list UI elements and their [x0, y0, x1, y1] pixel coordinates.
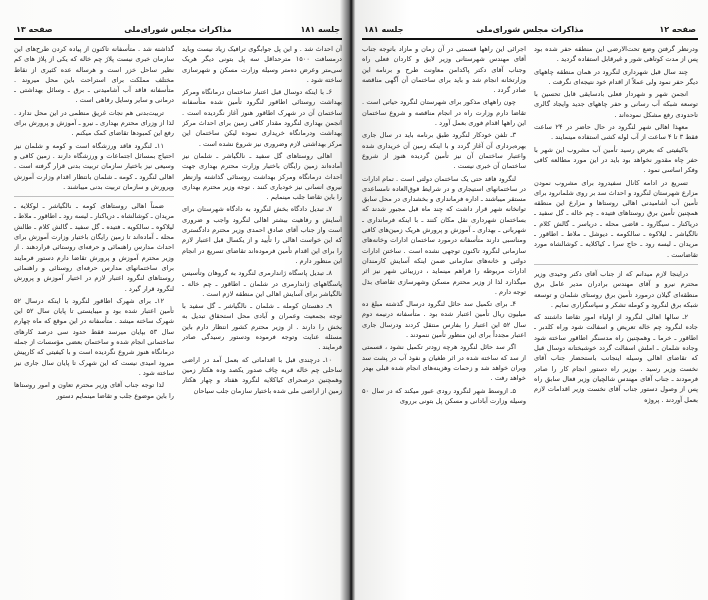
paragraph: اگر سد حائل لنگرود هرچه زودتر تکمیل نشود ، قسمتی از سد که ساخته شده در اثر طغیان و نفوذ آب در پشت سد ویران خواهد شد و زحمات وهزینه‌های انجام شده قبلی بهدر خواهد رفت .	[362, 343, 526, 383]
page-number: صفحه ۱۲	[659, 25, 696, 34]
paragraph: لنگرود فاقد حتی یک ساختمان دولتی است . تمام ادارات در ساختمانهای استیجاری و در شرایط فوق‌العاده نامساعدی مستقر میباشند ـ اداره فرمانداری و بخشداری در محل سابق توانخانه شهر قرار داشت که چند ماه قبل مجبور شدند که بساختمان شهرداری نقل مکان کنند ـ با اینکه فرمانداری ـ شهربانی ـ بهداری ـ آموزش و پرورش هریک زمین‌های کافی ومناسبی دارند متأسفانه درمورد ساختمان ادارات وخانه‌های سازمانی لنگرود تاکنون توجهی نشده است . ساختن ادارات دولتی و خانه‌های سازمانی ضمن اینکه آسایش کارمندان ادارات مربوطه را فراهم مینماید ، درزیبائی شهر نیز اثر میگذارد لذا از وزیر محترم مسکن وشهرسازی تقاضای بذل توجه دارم .	[362, 174, 526, 296]
paragraph: معهذا اهالی شهر لنگرود در حال حاضر در ۲۴ ساعت فقط ۳ تا ۴ ساعت از آب لوله کشی استفاده مینمایند .	[534, 123, 698, 142]
paragraph-item-8: ۸ـ تبدیل پاسگاه ژاندارمری لنگرود به گروهان وتأسیس پاسگاههای ژاندارمری در شلمان ـ اطاقور ـ چم خاله ـ نالگیاشر برای آسایش اهالی این منطقه لازم است .	[182, 269, 342, 298]
paragraph: گذاشته شد . متأسفانه تاکنون از پیاده کردن طرح‌های این سازمان خبری نیست پلاژ چم خاله که یکی از پلاژ های کم نظیر ساحل خزر است و هرساله عده کثیری از نقاط مختلف مملکت برای استراحت باین محل میروند . متأسفانه فاقد آب آشامیدنی ـ برق ـ وسائل بهداشتی ـ درمانی و سایر وسایل رفاهی است .	[14, 45, 174, 105]
paragraph: ودرنظر گرفتن وضع تحت‌الارضی این منطقه حفر شده بود پس از مدت کوتاهی شور و غیرقابل استفاده گردید .	[534, 45, 698, 64]
paragraph: تربیت‌بدنی هم نجات غریق منظمی در این محل ندارد . لذا از وزرای محترم بهداری ـ نیرو ـ آموزش و پرورش برای رفع این کمبودها تقاضای کمک میکنم .	[14, 108, 174, 138]
paragraph-item-6: ۶ـ با اینکه دوسال قبل اعتبار ساختمان درمانگاه ومرکز بهداشت روستائی اطاقور لنگرود تأمین شده متأسفانه ساختمان آن در شهرک اطاقور هنوز آغاز نگردیده است . انجمن بهداری لنگرود مقدار کافی زمین برای احداث مرکز بهداشت ودرمانگاه خریداری نموده لیکن ساختمان این مرکز بهداشتی لازم وضروری نیز شروع نشده است .	[182, 88, 342, 148]
paragraph-item-2: ۲ـ سالها اهالی لنگرود از اولیاء امور تقاضا داشتند که جاده لنگرود چم خاله تعریض و اسفالت شود وراه کلدبر ـ اطاقور ـ خرما ـ وهمچنین راه مدسنگر اطاقور ساخته شود وجاده شلمان ـ املش اسفالت گردد خوشبختانه دوسال قبل که تقاضای اهالی وسیله اینجانب باستحضار جناب آقای نخست وزیر رسید . بوزیر راه دستور انجام کار را صادر فرمودند ـ جناب آقای مهندس شالچیان وزیر فعال سابق راه پس از وصول دستور جناب آقای نخست وزیر اقدامات لازم بعمل آوردند . پروژه	[534, 313, 698, 404]
paragraph: چون راههای مذکور برای شهرستان لنگرود حیاتی است . تقاضا دارم وزارت راه در انجام مناقصه و شروع ساختمان این راهها اقدام فوری بعمل آورد .	[362, 98, 526, 128]
page-number: صفحه ۱۳	[16, 25, 53, 34]
left-page-left-column	[14, 44, 174, 594]
divider	[534, 264, 698, 265]
left-page-right-column	[182, 44, 342, 594]
paragraph-item-4: ۴ـ برای تکمیل سد حائل لنگرود درسال گذشته مبلغ ده میلیون ریال تأمین اعتبار شده بود . متأسفانه درنیمه دوم سال ۵۲ این اعتبار را بفارس منتقل کردند ودرسال جاری اعتبار مجدداً برای این منظور تأمین ننمودند .	[362, 300, 526, 340]
paragraph: آن احداث شد . و این پل جوابگوی ترافیک زیاد نیست وباید درمسافت ۱۵۰۰ مترحداقل سه پل بتونی دیگر هریک سی‌متر وعرض ده‌متر وسیله وزارت مسکن و شهرسازی ساخته شود .	[182, 45, 342, 84]
left-page	[14, 0, 342, 600]
paragraph: ضمناً اهالی روستاهای کومه ـ نالگیاشر ـ لوکلایه ـ مریدان ـ کوشالشاه ـ دریاکنار ـ لیسه رود ـ اطاقور ـ ملاط ـ لیلاکوه ـ سالکویه ـ فتیده ـ گل سفید ـ گالش کلام ـ طالش محله ـ آماده‌اند تا زمین رایگان باختیار وزارت آموزش برای احداث مدارس راهنمائی و حرفه‌ای روستائی قراردهند . از وزیر محترم آموزش و پرورش تقاضا دارم دستور فرمایند برای ساختمانهای مدارس حرفه‌ای روستائی و راهنمائی روستاهای لنگرود اعتبار لازم در اختیار آموزش و پرورش لنگرود قرار گیرد .	[14, 202, 174, 293]
paragraph: باکیفیتی که بعرض رسید تأمین آب مشروب این شهر با حفر چاه مقدور نخواهد بود باید در این مورد مطالعه کافی وفکر اساسی نمود .	[534, 145, 698, 175]
divider	[14, 196, 174, 197]
paragraph-item-7: ۷ـ تبدیل دادگاه بخش لنگرود به دادگاه شهرستان برای آسایش و رفاهیت بیشتر اهالی لنگرود واجب و ضروری است واز جناب آقای صادق احمدی وزیر محترم دادگستری که این خواست اهالی را تأیید و از یکسال قبل اعتبار لازم را برای این اقدام تأمین فرموده‌اند تقاضای تسریع در انجام این منظور دارم .	[182, 205, 342, 265]
paragraph-item-5: ۵ـ ازوسط شهر لنگرود رودی عبور میکند که در سال ۵۰ وسیله وزارت آبادانی و مسکن پل بتونی برروی	[362, 386, 526, 405]
document-title: مذاکرات مجلس شورای‌ملی	[476, 25, 584, 34]
paragraph: اهالی روستاهای گل سفید ـ نالگیاشر ـ شلمان نیز آماده‌اند زمین رایگان باختیار وزارت محترم بهداری جهت احداث درمانگاه ومرکز بهداشت روستائی گذاشته وازنظر نیروی انسانی نیز خودیاری کنند . توجه وزیر محترم بهداری را باین تقاضا جلب مینمایم .	[182, 151, 342, 202]
paragraph: اجرائی این راهها قسمتی در آن زمان و مازاد باتوجه جناب آقای مهندس شهرستانی وزیر لایق و کاردان فعلی راه وجناب آقای دکتر پاکدامن معاونت طرح و برنامه این وزارتخانه انجام شد و باید برای ساختمان آن آگهی مناقصه صادر گردد .	[362, 45, 526, 95]
paragraph: انجمن شهر و شهردار فعلی بادسایقی قابل تحسین با توسعه شبکه آب رسانی و حفر چاههای جدید وایجاد گالری تاحدودی رفع مشکل نموده‌اند .	[534, 90, 698, 119]
right-page-header	[362, 22, 698, 40]
session-number: جلسه ۱۸۱	[300, 25, 340, 34]
right-page-right-column	[534, 44, 698, 594]
paragraph: لذا توجه جناب آقای وزیر محترم تعاون و امور روستاها را باین موضوع جلب و تقاضا مینمایم دستور	[14, 381, 174, 400]
paragraph: چند سال قبل شهرداری لنگرود در همان منطقه چاههای دیگر حفر نمود ولی عملاً از اقدام خود نتیجه‌ای نگرفت .	[534, 67, 698, 86]
paragraph-item-12: ۱۲ـ برای شهرک اطاقور لنگرود با اینکه درسال ۵۲ تأمین اعتبار شده بود و میبایستی تا پایان سال ۵۲ این شهرک ساخته میشد . متأسفانه در این موقع که ماه چهارم سال ۵۳ بپایان میرسد فقط حدود سی درصد کارهای ساختمانی انجام شده و ساختمان بعضی مؤسسات از جمله درمانگاه هنوز شروع نگردیده است و با کیفیتی که کارپیش میرود امیدی نیست که این شهرک تا پایان سال جاری نیز ساخته شود .	[14, 296, 174, 377]
left-page-header	[14, 22, 342, 40]
paragraph-item-10: ۱۰ـ درچندی قبل با اقداماتی که بعمل آمد در اراضی ساحلی چم خاله قریه چاف صدور یکصد وده هکتار زمین وهمچنین درصحرای کیاکلایه لنگرود هفتاد و چهار هکتار زمین از اراضی ملی شده باختیار سازمان جلب سیاحان	[182, 355, 342, 395]
document-title: مذاکرات مجلس شورای‌ملی	[124, 25, 232, 34]
paragraph: دراینجا لازم میدانم که از جناب آقای دکتر وحیدی وزیر محترم نیرو و آقای مهندس برادران مدیر عامل برق منطقه‌ای گیلان درمورد تأمین برق روستای شلمان و توسعه شبکه برق لنگرود و کومله تشکر و سپاسگزاری نمایم .	[534, 269, 698, 309]
paragraph-item-11: ۱۱ـ لنگرود فاقد ورزشگاه است و کومه و شلمان نیز احتیاج بمسائل اجتماعات و ورزشگاه دارند . زمین کافی و وسیعی نیز باختیار سازمان تربیت بدنی قرار گرفته است . اهالی لنگرود ـ کومه ـ شلمان بانتظار اقدام وزارت آموزش وپرورش و سازمان تربیت بدنی میباشند .	[14, 141, 174, 191]
paragraph: تسریع در ادامه کانال سفیدرود برای مشروب نمودن مزارع شهرستان لنگرود و احداث سد بر روی شلمانرود برای تأمین آب آشامیدنی اهالی روستاها و مزارع این منطقه همچنین تأمین برق روستاهای فتیده ـ چم خاله ـ گل سفید ـ دریاکنار ـ سیگارود ـ قاضی محله ـ دریاسر ـ گالش کلام ـ نالگیاشر ـ لیلاکوه ـ سالکومه ـ دیوشل ـ ملاط ـ اطاقور ـ مریدان ـ لیسه رود ـ حاج سرا ـ کیاکلایه ـ کوشالشاه مورد تقاضاست .	[534, 178, 698, 259]
right-page	[362, 0, 698, 600]
right-page-left-column	[362, 44, 526, 594]
paragraph-item-9: ۹ـ دهستان کومله ـ شلمان ـ نالگیاشر ـ گل سفید با توجه بجمعیت وعمران و آبادی محل استحقاق تبدیل به بخش را دارند . از وزیر محترم کشور انتظار دارم باین مسئله عنایت وتوجه فرموده ودستور رسیدگی صادر فرمایند .	[182, 302, 342, 352]
session-number: جلسه ۱۸۱	[364, 25, 404, 34]
paragraph-item-3: ۳ـ تلفن خودکار لنگرود طبق برنامه باید در سال جاری بهره‌برداری آن آغاز گردد و با اینکه زمین آن خریداری شده واعتبار ساختمان آن نیز تأمین گردیده هنوز از شروع ساختمان آن خبری نیست .	[362, 131, 526, 171]
